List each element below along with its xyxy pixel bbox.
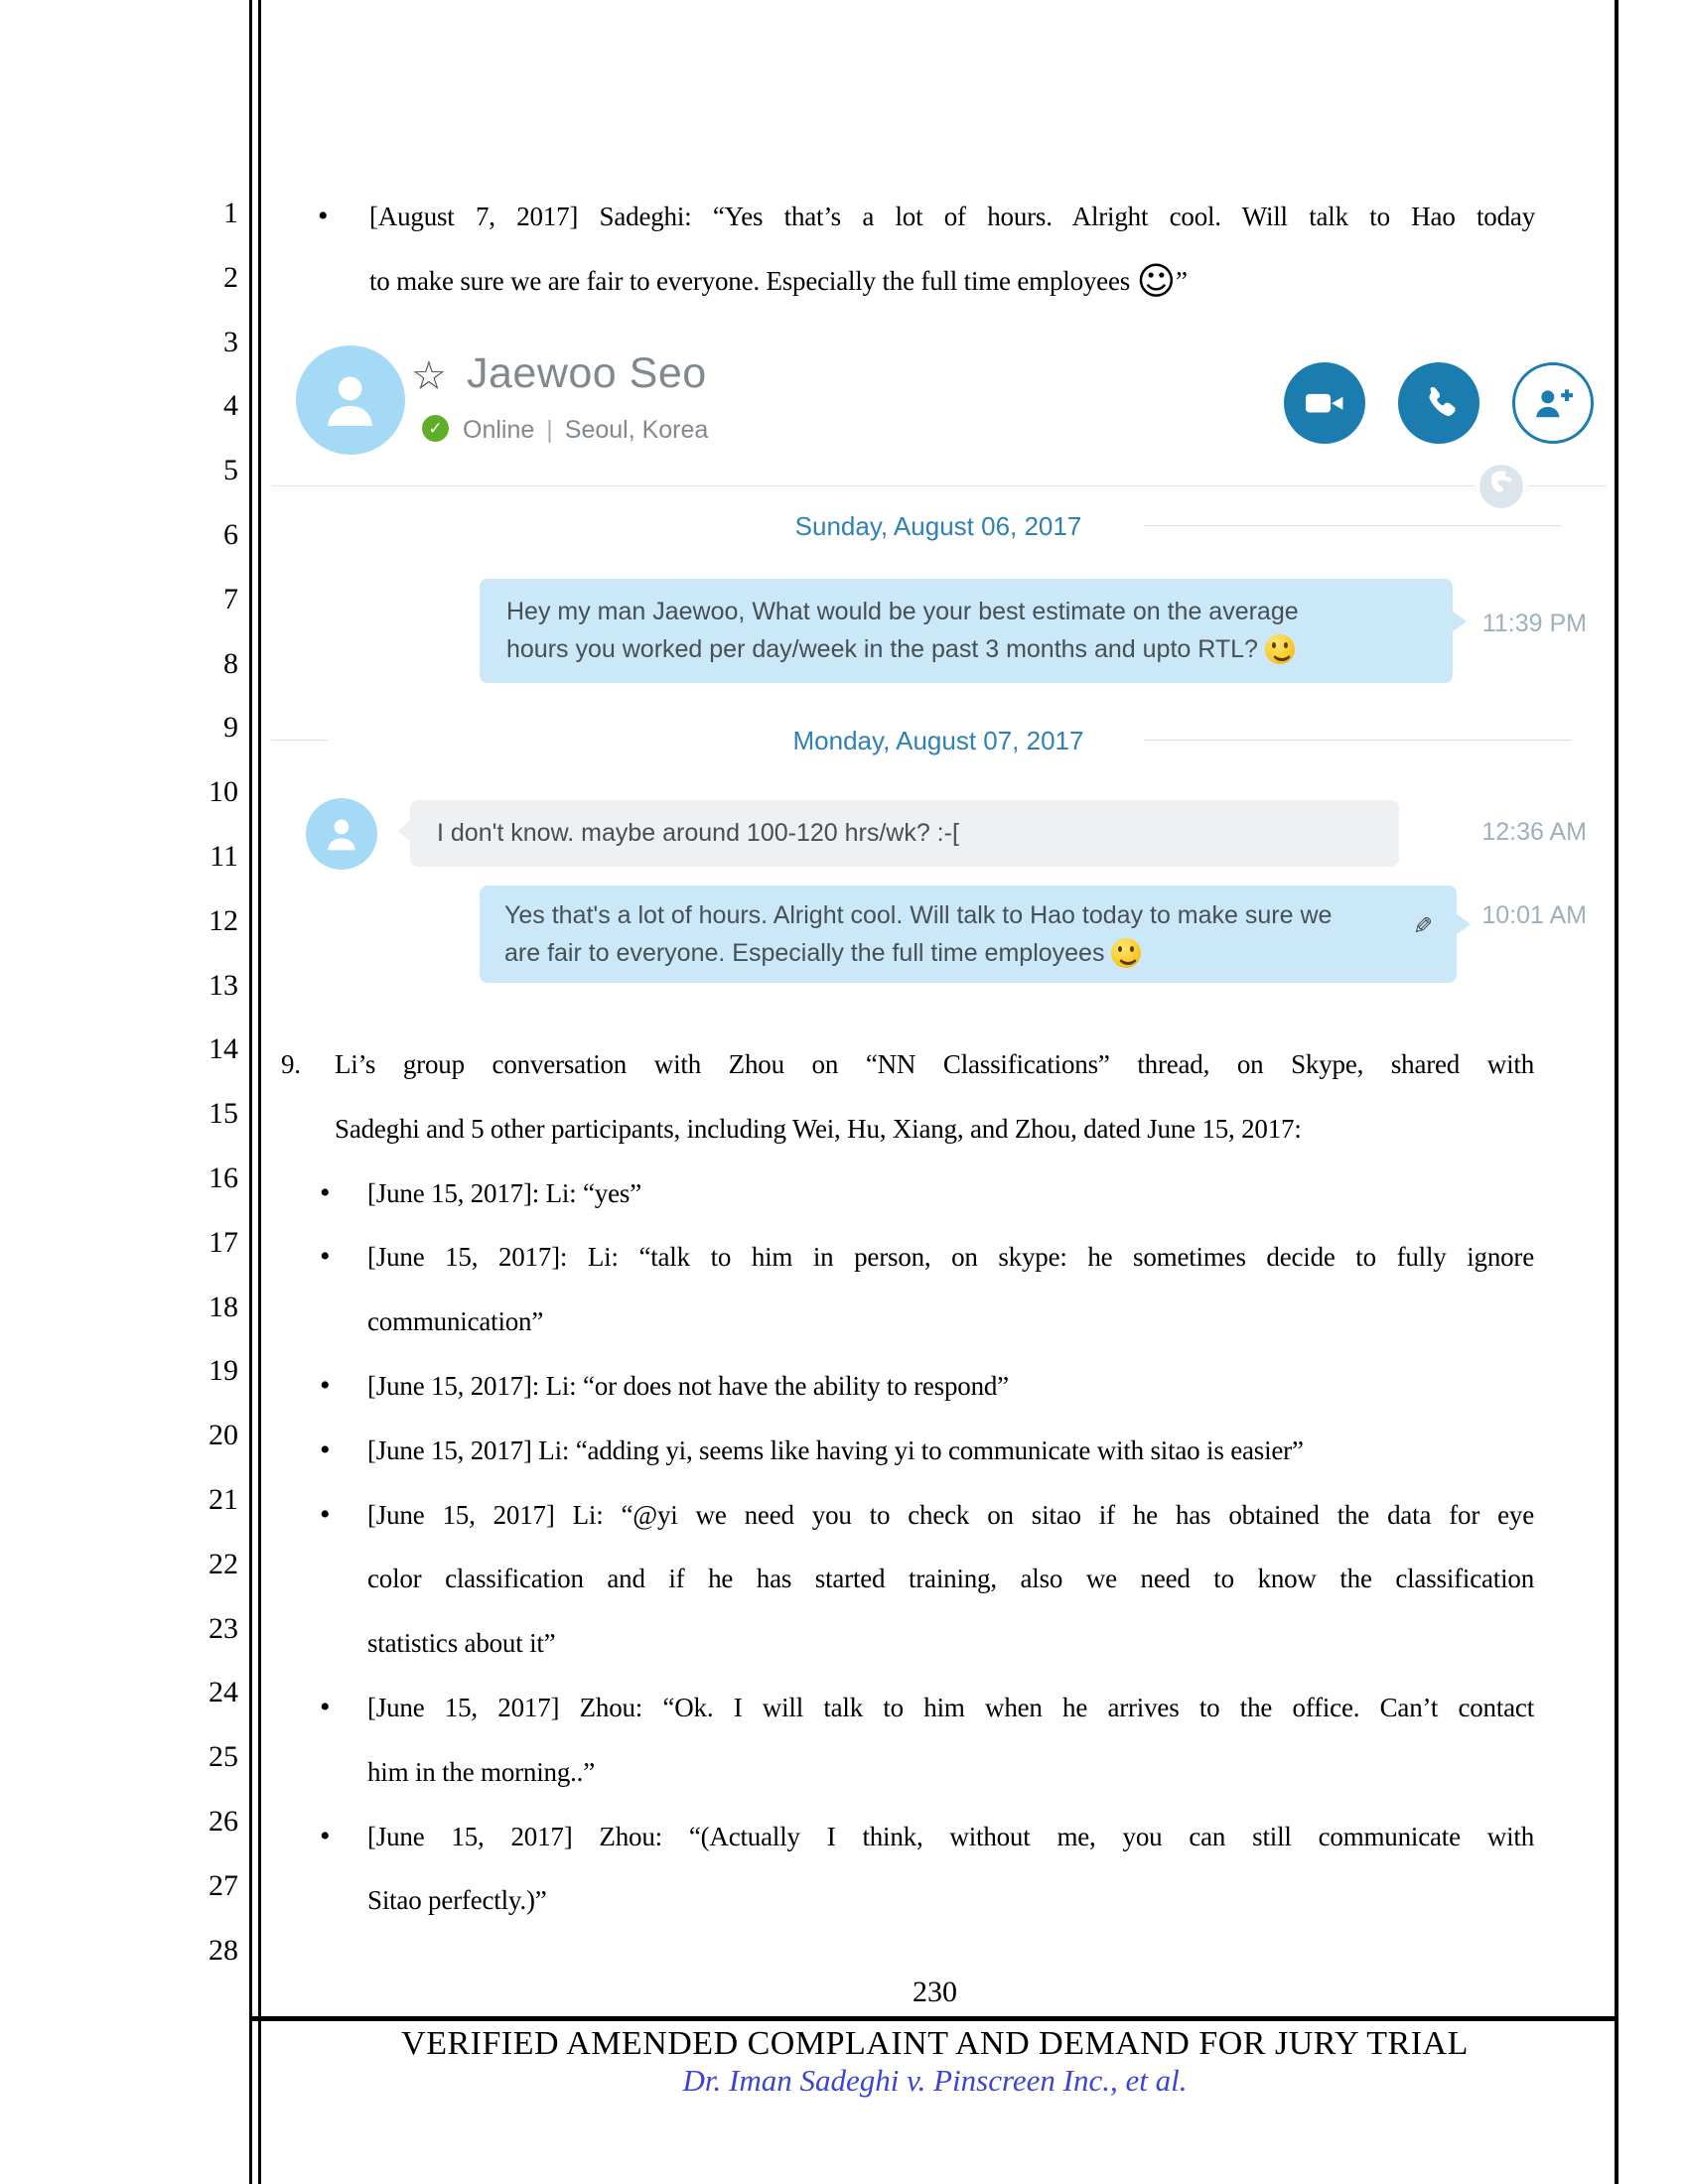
line-number: 28 (209, 1933, 238, 1967)
bullet-marker: • (320, 1497, 331, 1531)
status-separator: | (546, 416, 553, 444)
line-text: Sitao perfectly.)” (367, 1885, 547, 1916)
message-timestamp: 10:01 AM (1481, 901, 1587, 929)
divider-line (1144, 740, 1571, 741)
line-number: 6 (223, 517, 238, 551)
person-icon (311, 360, 389, 439)
online-presence-icon: ✓ (422, 415, 449, 442)
document-text-line (318, 185, 1535, 249)
left-rule-outer (249, 0, 252, 2184)
line-number: 8 (223, 646, 238, 680)
document-text-line (281, 1740, 1534, 1805)
line-number: 25 (209, 1740, 238, 1774)
line-text: [June 15, 2017] Zhou: “(Actually I think, without me, you can still communicate with (367, 1821, 1534, 1851)
line-number: 23 (209, 1611, 238, 1645)
phone-icon (1413, 377, 1465, 429)
document-text-line (281, 1805, 1534, 1869)
line-number: 4 (223, 389, 238, 423)
line-text: [June 15, 2017]: Li: “or does not have the ability to respond” (367, 1370, 1009, 1401)
line-number: 21 (209, 1482, 238, 1516)
line-text: [August 7, 2017] Sadeghi: “Yes that’s a lot of hours. Alright cool. Will talk to Hao today (369, 202, 1535, 231)
document-text-line (318, 249, 1535, 314)
line-number: 14 (209, 1032, 238, 1066)
message-text-line: Yes that's a lot of hours. Alright cool. Will talk to Hao today to make sure we (504, 901, 1333, 929)
line-number: 1 (223, 197, 238, 229)
video-call-button (1284, 362, 1365, 444)
status-online: Online (463, 416, 535, 444)
line-text: to make sure we are fair to everyone. Especially the full time employees ☺” (369, 258, 1188, 303)
line-number: 19 (209, 1354, 238, 1388)
audio-call-button (1398, 362, 1479, 444)
contact-avatar-small (306, 798, 377, 870)
bullet-marker: • (320, 1240, 331, 1274)
smiley-glyph: ☺ (1136, 258, 1177, 303)
date-divider-sunday (266, 506, 1611, 546)
document-text-line (281, 1225, 1534, 1290)
left-rule-inner (258, 0, 261, 2184)
bullet-marker: • (320, 1819, 331, 1852)
line-number: 26 (209, 1804, 238, 1838)
line-text: statistics about it” (367, 1628, 556, 1659)
contact-avatar (296, 345, 405, 455)
line-number: 20 (209, 1419, 238, 1452)
line-number: 9 (223, 711, 238, 745)
footer-title: VERIFIED AMENDED COMPLAINT AND DEMAND FOR JURY TRIAL (401, 2025, 1469, 2062)
message-timestamp: 12:36 AM (1481, 818, 1587, 846)
line-text: [June 15, 2017] Li: “@yi we need you to check on sitao if he has obtained the data for eye (367, 1499, 1534, 1530)
paragraph-9 (281, 1032, 1534, 1933)
status-location: Seoul, Korea (564, 416, 709, 444)
line-number: 24 (209, 1676, 238, 1709)
bullet-marker: • (320, 1433, 331, 1466)
document-text-line (281, 1676, 1534, 1740)
line-number: 11 (210, 839, 238, 873)
line-number: 3 (223, 325, 238, 358)
divider-line (1144, 525, 1561, 526)
message-timestamp: 11:39 PM (1481, 610, 1587, 637)
document-text-line (281, 1097, 1534, 1161)
document-text-line (281, 1354, 1534, 1419)
document-text-line (281, 1547, 1534, 1611)
right-rule (1615, 0, 1618, 2184)
chat-message-received (410, 800, 1399, 867)
line-number: 17 (209, 1225, 238, 1259)
chat-message-sent (480, 579, 1453, 683)
person-icon (316, 808, 367, 860)
line-text: Li’s group conversation with Zhou on “NN Classifications” thread, on Skype, shared with (335, 1049, 1534, 1079)
add-contact-button (1512, 362, 1594, 444)
line-text: Sadeghi and 5 other participants, including Wei, Hu, Xiang, and Zhou, dated June 15, 2017: (335, 1113, 1302, 1144)
document-text-line (281, 1611, 1534, 1676)
line-number: 13 (209, 968, 238, 1002)
line-text: [June 15, 2017]: Li: “talk to him in person, on skype: he sometimes decide to fully ignore (367, 1242, 1534, 1273)
bubble-tail (397, 820, 411, 842)
document-text-line (281, 1419, 1534, 1483)
document-text-line (281, 1161, 1534, 1226)
favorite-star-icon: ☆ (411, 353, 447, 399)
line-number: 12 (209, 903, 238, 937)
line-text: him in the morning..” (367, 1756, 596, 1787)
contact-name: Jaewoo Seo (467, 349, 707, 397)
line-number: 7 (223, 582, 238, 615)
document-text-line (281, 1032, 1534, 1097)
line-number: 10 (209, 775, 238, 809)
footer-case-caption: Dr. Iman Sadeghi v. Pinscreen Inc., et al. (682, 2063, 1188, 2098)
bullet-marker: • (318, 200, 329, 232)
footer-rule (249, 2016, 1618, 2021)
line-number: 16 (209, 1160, 238, 1194)
line-text: [June 15, 2017] Zhou: “Ok. I will talk to him when he arrives to the office. Can’t contact (367, 1692, 1534, 1722)
line-text: communication” (367, 1306, 544, 1337)
video-camera-icon (1299, 377, 1350, 429)
add-person-icon (1527, 377, 1579, 429)
globe-icon (1475, 460, 1528, 513)
smiley-emoji (1265, 634, 1295, 664)
header-divider (272, 485, 1607, 486)
top-paragraph (318, 185, 1535, 314)
document-text-line (281, 1290, 1534, 1354)
paragraph-number: 9. (281, 1049, 301, 1079)
skype-screenshot (266, 330, 1611, 1017)
bullet-marker: • (320, 1368, 331, 1402)
line-number-column (139, 182, 238, 1982)
line-number: 27 (209, 1868, 238, 1902)
line-number: 18 (209, 1290, 238, 1323)
line-number: 15 (209, 1097, 238, 1131)
smiley-emoji (1111, 938, 1141, 968)
line-number: 22 (209, 1547, 238, 1580)
message-text-line: are fair to everyone. Especially the full time employees (504, 934, 1432, 972)
document-text-line (281, 1483, 1534, 1548)
chat-message-sent (480, 886, 1457, 983)
message-text-line: I don't know. maybe around 100-120 hrs/wk? :-[ (437, 819, 959, 847)
line-number: 2 (223, 260, 238, 294)
message-text-line: hours you worked per day/week in the past 3 months and upto RTL? (506, 630, 1426, 668)
contact-status (463, 416, 708, 445)
date-divider-label: Monday, August 07, 2017 (792, 726, 1084, 755)
line-text: color classification and if he has started training, also we need to know the classification (367, 1564, 1534, 1594)
edited-pencil-icon: ✎ (1412, 912, 1433, 940)
date-divider-label: Sunday, August 06, 2017 (794, 511, 1082, 541)
document-text-line (281, 1868, 1534, 1933)
bullet-marker: • (320, 1175, 331, 1209)
page-number: 230 (913, 1976, 957, 2008)
line-text: [June 15, 2017]: Li: “yes” (367, 1177, 641, 1208)
line-text: [June 15, 2017] Li: “adding yi, seems like having yi to communicate with sitao is easier” (367, 1434, 1304, 1465)
message-text-line: Hey my man Jaewoo, What would be your best estimate on the average (506, 598, 1299, 625)
line-number: 5 (223, 454, 238, 487)
date-divider-monday (266, 721, 1611, 760)
bullet-marker: • (320, 1690, 331, 1723)
